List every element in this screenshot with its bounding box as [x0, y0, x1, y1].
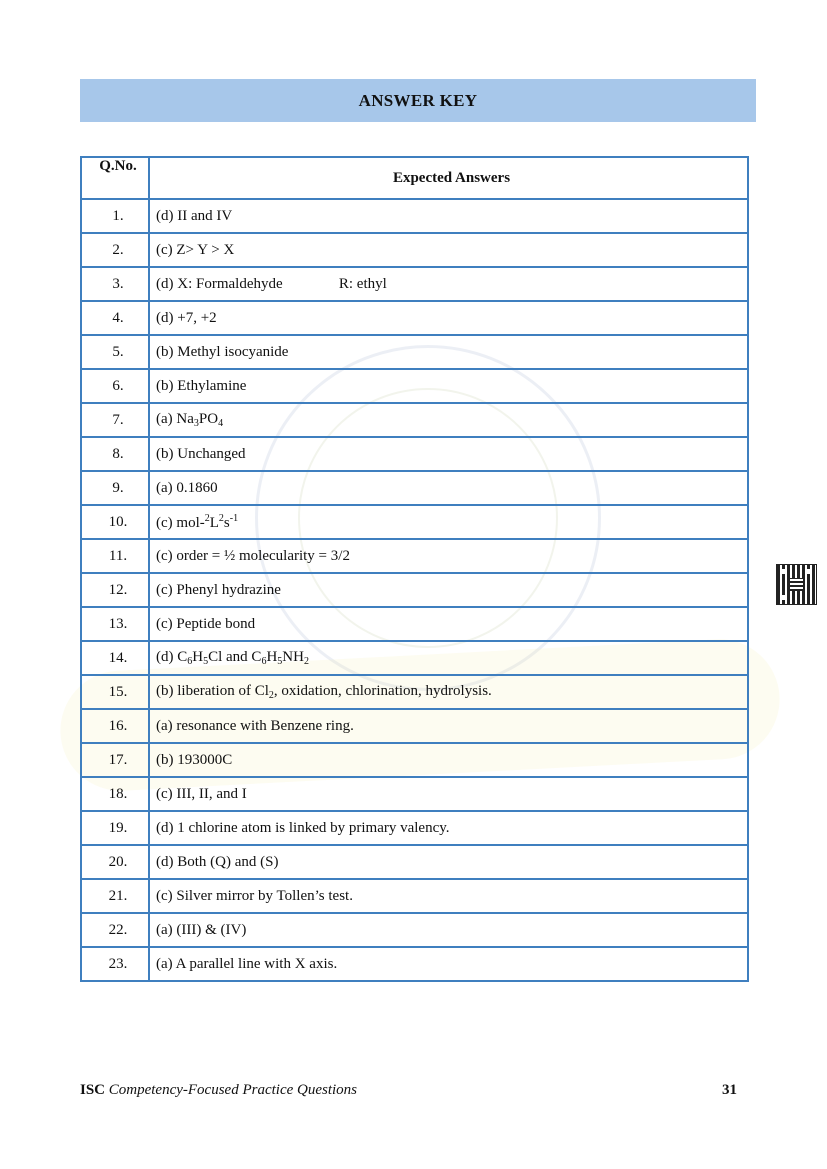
- expected-answer: (c) Silver mirror by Tollen’s test.: [149, 879, 748, 913]
- table-row: [81, 913, 748, 947]
- expected-answer: (d) +7, +2: [149, 301, 748, 335]
- expected-answer: (c) III, II, and I: [149, 777, 748, 811]
- table-row: [81, 199, 748, 233]
- expected-answer: (b) Ethylamine: [149, 369, 748, 403]
- table-row: [81, 777, 748, 811]
- expected-answer: (a) $Na_3PO_4$: [149, 403, 748, 437]
- table-row: [81, 233, 748, 267]
- table-row: [81, 947, 748, 981]
- expected-answer: (a) A parallel line with X axis.: [149, 947, 748, 981]
- table-row: [81, 811, 748, 845]
- expected-answer: (c) Phenyl hydrazine: [149, 573, 748, 607]
- question-number: 23.: [81, 947, 149, 981]
- expected-answer: (c) order = ½ molecularity = 3/2: [149, 539, 748, 573]
- question-number: 14.: [81, 641, 149, 675]
- expected-answer: (d) Both (Q) and (S): [149, 845, 748, 879]
- question-number: 11.: [81, 539, 149, 573]
- table-row: [81, 641, 748, 675]
- column-header-qno: Q.No.: [81, 157, 149, 199]
- table-row: [81, 335, 748, 369]
- question-number: 5.: [81, 335, 149, 369]
- question-number: 7.: [81, 403, 149, 437]
- table-row: [81, 675, 748, 709]
- question-number: 15.: [81, 675, 149, 709]
- page-title: ANSWER KEY: [358, 90, 478, 110]
- table-row: [81, 437, 748, 471]
- expected-answer: (c) Z> Y > X: [149, 233, 748, 267]
- expected-answer: (b) liberation of $Cl_2$, oxidation, chlorination, hydrolysis.: [149, 675, 748, 709]
- footer-brand: ISC: [80, 1082, 106, 1098]
- table-row: [81, 267, 748, 301]
- footer-title: [80, 1082, 357, 1099]
- question-number: 13.: [81, 607, 149, 641]
- expected-answer: (b) 193000C: [149, 743, 748, 777]
- question-number: 18.: [81, 777, 149, 811]
- expected-answer: (d) II and IV: [149, 199, 748, 233]
- footer-subtitle: Competency-Focused Practice Questions: [108, 1082, 358, 1098]
- table-row: [81, 301, 748, 335]
- question-number: 12.: [81, 573, 149, 607]
- answer-table-body: [81, 199, 748, 981]
- expected-answer: (d) $C_6H_5Cl$ and $C_6H_5NH_2$: [149, 641, 748, 675]
- question-number: 10.: [81, 505, 149, 539]
- question-number: 1.: [81, 199, 149, 233]
- qr-code-icon[interactable]: [776, 564, 817, 605]
- question-number: 21.: [81, 879, 149, 913]
- question-number: 4.: [81, 301, 149, 335]
- expected-answer: (d) X: Formaldehyde R: ethyl: [149, 267, 748, 301]
- expected-answer: (b) Unchanged: [149, 437, 748, 471]
- table-row: [81, 709, 748, 743]
- answer-table: [80, 156, 749, 982]
- question-number: 8.: [81, 437, 149, 471]
- table-row: [81, 539, 748, 573]
- expected-answer: (c) mol-$^2L^2s^{-1}$: [149, 505, 748, 539]
- question-number: 6.: [81, 369, 149, 403]
- column-header-answers: Expected Answers: [149, 157, 748, 199]
- table-row: [81, 845, 748, 879]
- table-header-row: [81, 157, 748, 199]
- question-number: 9.: [81, 471, 149, 505]
- table-row: [81, 573, 748, 607]
- question-number: 3.: [81, 267, 149, 301]
- expected-answer: (a) 0.1860: [149, 471, 748, 505]
- question-number: 22.: [81, 913, 149, 947]
- question-number: 20.: [81, 845, 149, 879]
- table-row: [81, 743, 748, 777]
- table-row: [81, 505, 748, 539]
- table-row: [81, 471, 748, 505]
- page-number: 31: [722, 1082, 737, 1098]
- expected-answer: (c) Peptide bond: [149, 607, 748, 641]
- question-number: 2.: [81, 233, 149, 267]
- expected-answer: (d) 1 chlorine atom is linked by primary valency.: [149, 811, 748, 845]
- table-row: [81, 607, 748, 641]
- table-row: [81, 369, 748, 403]
- expected-answer: (b) Methyl isocyanide: [149, 335, 748, 369]
- question-number: 16.: [81, 709, 149, 743]
- expected-answer: (a) (III) & (IV): [149, 913, 748, 947]
- table-row: [81, 879, 748, 913]
- question-number: 17.: [81, 743, 149, 777]
- answer-key-header: [80, 79, 756, 122]
- question-number: 19.: [81, 811, 149, 845]
- table-row: [81, 403, 748, 437]
- expected-answer: (a) resonance with Benzene ring.: [149, 709, 748, 743]
